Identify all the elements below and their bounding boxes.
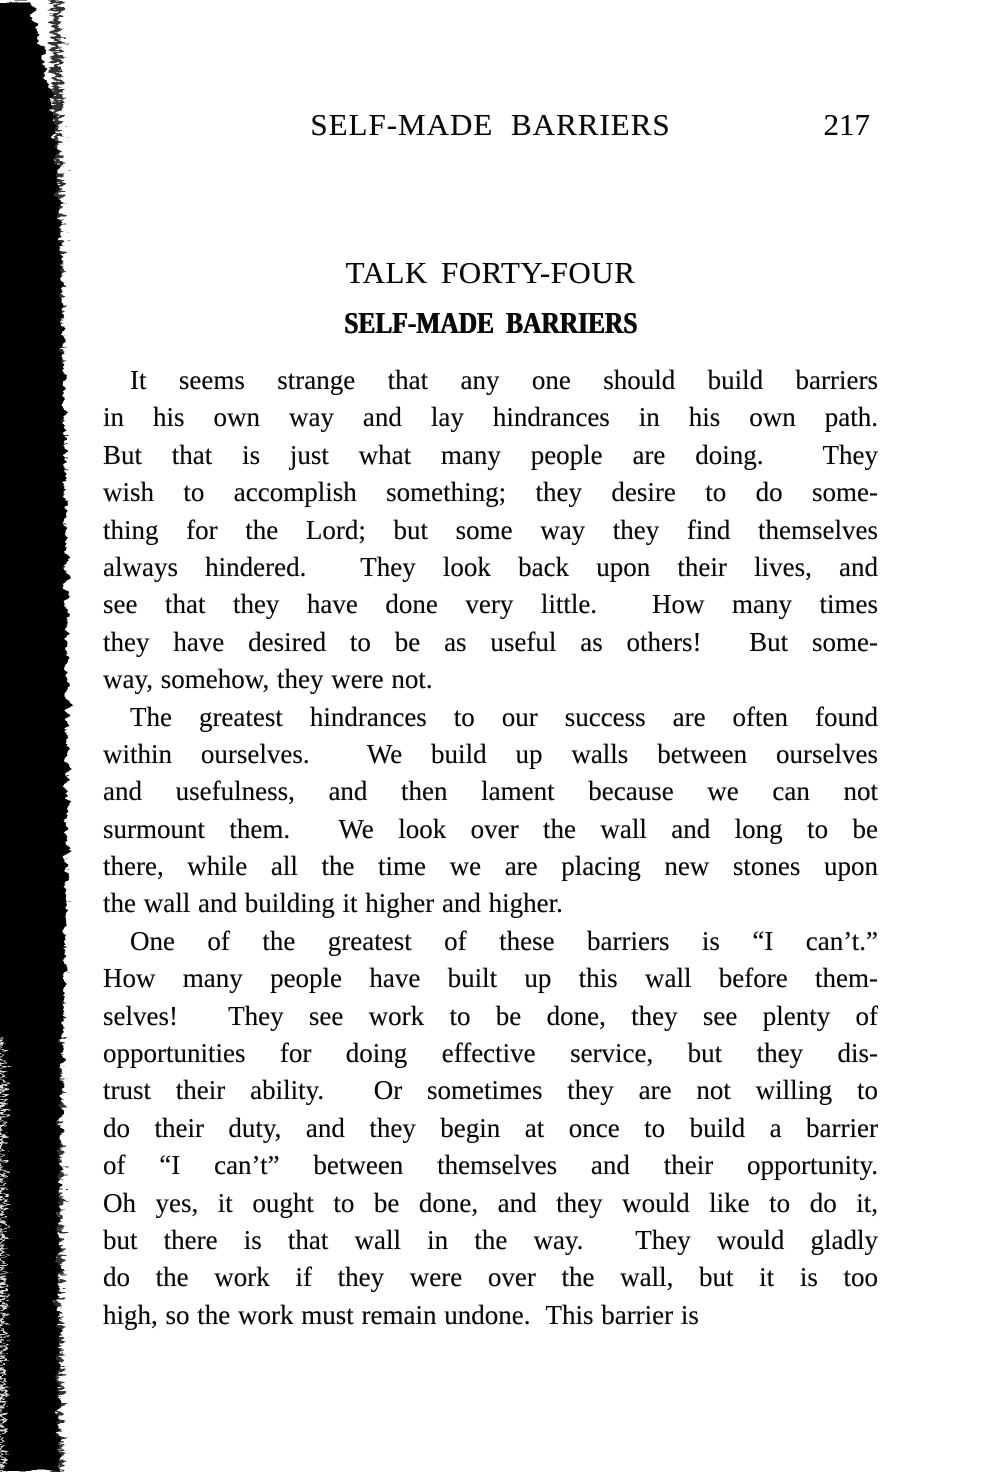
text-line: the wall and building it higher and higher. [103,888,563,919]
paragraph [103,699,878,923]
text-line: One of the greatest of these barriers is “I can’t.” [130,925,878,956]
text-line: high, so the work must remain undone. This barrier is [103,1299,699,1330]
text-line: wish to accomplish something; they desire to do some- [103,477,878,508]
binding-shadow [0,0,100,1472]
text-line: do their duty, and they begin at once to build a barrier [103,1112,878,1143]
text-line: always hindered. They look back upon their lives, and [103,551,878,582]
text-line: but there is that wall in the way. They would gladly [103,1224,878,1255]
text-line: But that is just what many people are doing. They [103,439,878,470]
text-block [103,362,878,1334]
paragraph [103,362,878,699]
text-line: selves! They see work to be done, they see plenty of [103,1000,878,1031]
text-line: way, somehow, they were not. [103,664,433,695]
text-line: do the work if they were over the wall, but it is too [103,1262,878,1293]
running-header: SELF-MADE BARRIERS [310,107,671,142]
page-number: 217 [823,107,870,142]
text-line: It seems strange that any one should build barriers [130,365,878,395]
text-line: Oh yes, it ought to be done, and they would like to do it, [103,1187,878,1218]
chapter-title [103,307,878,338]
text-line: surmount them. We look over the wall and long to be [103,813,878,844]
text-line: thing for the Lord; but some way they find themselves [103,514,878,545]
text-line: see that they have done very little. How many times [103,589,878,620]
text-line: of “I can’t” between themselves and their opportunity. [103,1150,878,1181]
text-line: opportunities for doing effective service, but they dis- [103,1038,878,1069]
text-line: in his own way and lay hindrances in his own path. [103,402,878,433]
text-line: How many people have built up this wall before them- [103,963,878,994]
text-line: trust their ability. Or sometimes they are not willing to [103,1075,878,1106]
text-line: there, while all the time we are placing new stones upon [103,851,878,882]
text-line: within ourselves. We build up walls between ourselves [103,738,878,769]
text-line: The greatest hindrances to our success are often found [130,701,878,732]
chapter-title-text: SELF-MADE BARRIERS [343,305,638,340]
text-line: they have desired to be as useful as others! But some- [103,626,878,657]
paragraph [103,923,878,1334]
talk-heading: TALK FORTY-FOUR [345,255,636,290]
text-line: and usefulness, and then lament because we can not [103,776,878,807]
